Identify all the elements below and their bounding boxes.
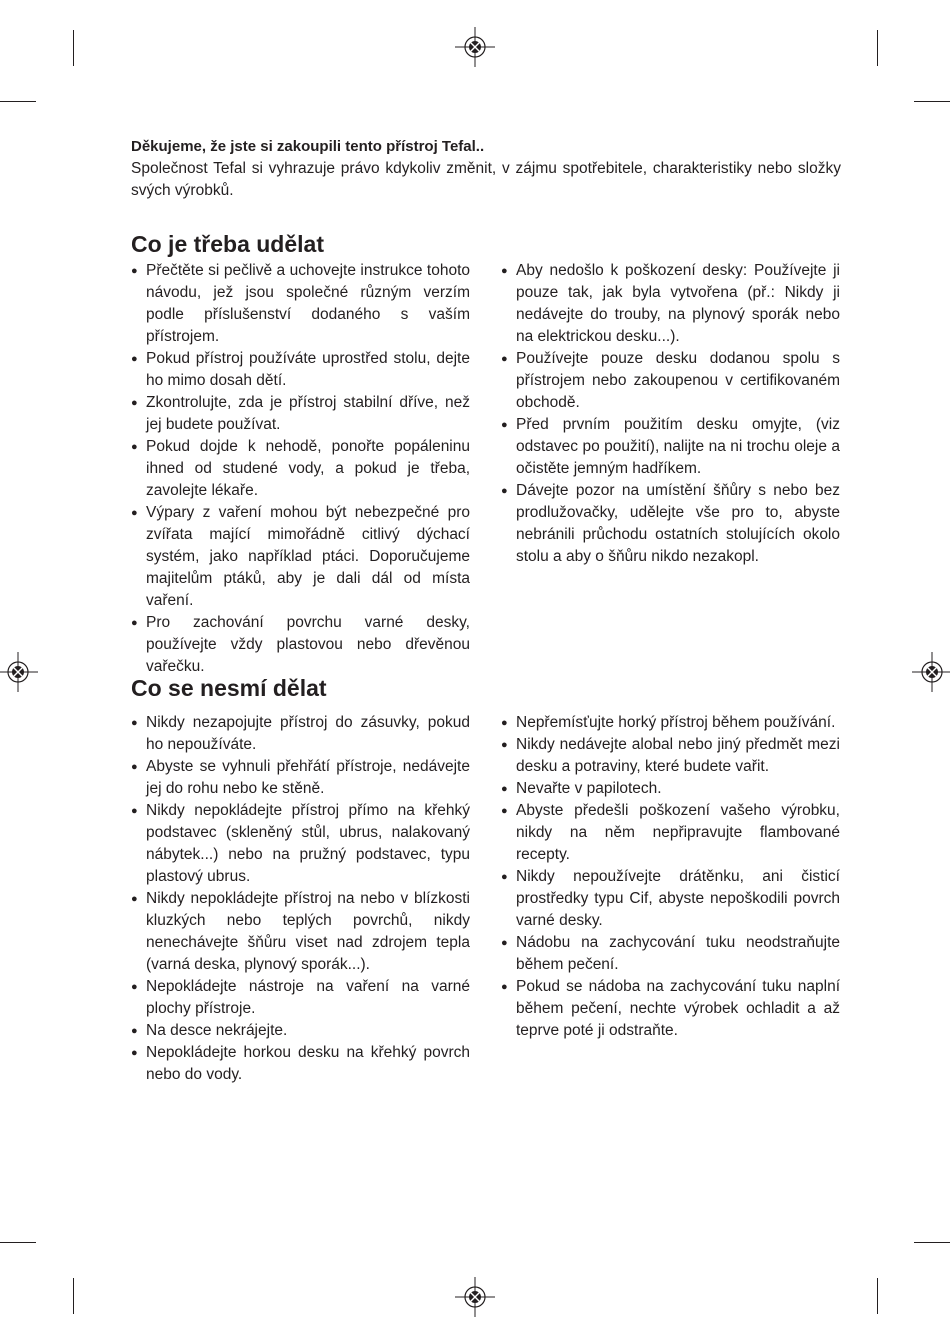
dont-list-right xyxy=(501,712,840,1042)
list-item: ● Nepokládejte horkou desku na křehký povrch nebo do vody. xyxy=(131,1042,470,1086)
list-item: ● Nikdy nedávejte alobal nebo jiný předmět mezi desku a potraviny, které budete vařit. xyxy=(501,734,840,778)
intro-text: Společnost Tefal si vyhrazuje právo kdykoliv změnit, v zájmu spotřebitele, charakteristiky nebo složky svých výrobků. xyxy=(131,160,841,199)
list-item: ● Pokud přístroj používáte uprostřed stolu, dejte ho mimo dosah dětí. xyxy=(131,348,470,392)
list-item: ● Pro zachování povrchu varné desky, používejte vždy plastovou nebo dřevěnou vařečku. xyxy=(131,612,470,678)
list-item: ● Nepokládejte nástroje na vaření na varné plochy přístroje. xyxy=(131,976,470,1020)
registration-mark-icon xyxy=(0,652,38,692)
do-list-left xyxy=(131,260,470,678)
list-item: ● Na desce nekrájejte. xyxy=(131,1020,470,1042)
list-item: ● Nevařte v papilotech. xyxy=(501,778,840,800)
list-item: ● Pokud dojde k nehodě, ponořte popáleninu ihned od studené vody, a pokud je třeba, zavolejte lékaře. xyxy=(131,436,470,502)
list-item: ● Dávejte pozor na umístění šňůry s nebo bez prodlužovačky, udělejte vše pro to, abyste nebránili průchodu ostatních stolujících okolo stolu a aby o šňůru nikdo nezakopl. xyxy=(501,480,840,568)
list-item: ● Před prvním použitím desku omyjte, (viz odstavec po použití), nalijte na ni trochu oleje a očistěte jemným hadříkem. xyxy=(501,414,840,480)
crop-mark-bottom-right-vertical xyxy=(877,1278,878,1314)
section-heading-do: Co je třeba udělat xyxy=(131,231,324,257)
list-item: ● Abyste se vyhnuli přehřátí přístroje, nedávejte jej do rohu nebo ke stěně. xyxy=(131,756,470,800)
list-item: ● Nikdy nezapojujte přístroj do zásuvky, pokud ho nepoužíváte. xyxy=(131,712,470,756)
list-item: ● Používejte pouze desku dodanou spolu s přístrojem nebo zakoupenou v certifikovaném obchodě. xyxy=(501,348,840,414)
crop-mark-bottom-left-horizontal xyxy=(0,1242,36,1243)
dont-list-left xyxy=(131,712,470,1086)
crop-mark-top-left-vertical xyxy=(73,30,74,66)
list-item: ● Nikdy nepokládejte přístroj přímo na křehký podstavec (skleněný stůl, ubrus, nalakovaný nábytek...) nebo na pružný podstavec, typu plastový ubrus. xyxy=(131,800,470,888)
intro xyxy=(131,136,841,202)
list-item: ● Nádobu na zachycování tuku neodstraňujte během pečení. xyxy=(501,932,840,976)
crop-mark-top-right-vertical xyxy=(877,30,878,66)
crop-mark-top-right-horizontal xyxy=(914,101,950,102)
list-item: ● Nikdy nepokládejte přístroj na nebo v blízkosti kluzkých nebo teplých povrchů, nikdy nenechávejte šňůru viset nad zdrojem tepla (varná deska, plynový sporák...). xyxy=(131,888,470,976)
list-item: ● Výpary z vaření mohou být nebezpečné pro zvířata mající mimořádně citlivý dýchací systém, jako například ptáci. Doporučujeme majitelům ptáků, aby je dali dál od místa vaření. xyxy=(131,502,470,612)
list-item: ● Nikdy nepoužívejte drátěnku, ani čisticí prostředky typu Cif, abyste nepoškodili povrch varné desky. xyxy=(501,866,840,932)
list-item: ● Nepřemísťujte horký přístroj během používání. xyxy=(501,712,840,734)
section-heading-dont: Co se nesmí dělat xyxy=(131,675,327,701)
crop-mark-top-left-horizontal xyxy=(0,101,36,102)
list-item: ● Abyste předešli poškození vašeho výrobku, nikdy na něm nepřipravujte flambované recepty. xyxy=(501,800,840,866)
do-list-right xyxy=(501,260,840,568)
registration-mark-icon xyxy=(912,652,950,692)
list-item: ● Aby nedošlo k poškození desky: Používejte ji pouze tak, jak byla vytvořena (př.: Nikdy ji nedávejte do trouby, na plynový sporák nebo na elektrickou desku...). xyxy=(501,260,840,348)
intro-title: Děkujeme, že jste si zakoupili tento přístroj Tefal.. xyxy=(131,138,485,155)
registration-mark-icon xyxy=(455,27,495,67)
list-item: ● Přečtěte si pečlivě a uchovejte instrukce tohoto návodu, jež jsou společné různým verzím podle příslušenství dodaného s vaším přístrojem. xyxy=(131,260,470,348)
crop-mark-bottom-left-vertical xyxy=(73,1278,74,1314)
list-item: ● Zkontrolujte, zda je přístroj stabilní dříve, než jej budete používat. xyxy=(131,392,470,436)
crop-mark-bottom-right-horizontal xyxy=(914,1242,950,1243)
registration-mark-icon xyxy=(455,1277,495,1317)
list-item: ● Pokud se nádoba na zachycování tuku naplní během pečení, nechte výrobek ochladit a až teprve poté ji odstraňte. xyxy=(501,976,840,1042)
